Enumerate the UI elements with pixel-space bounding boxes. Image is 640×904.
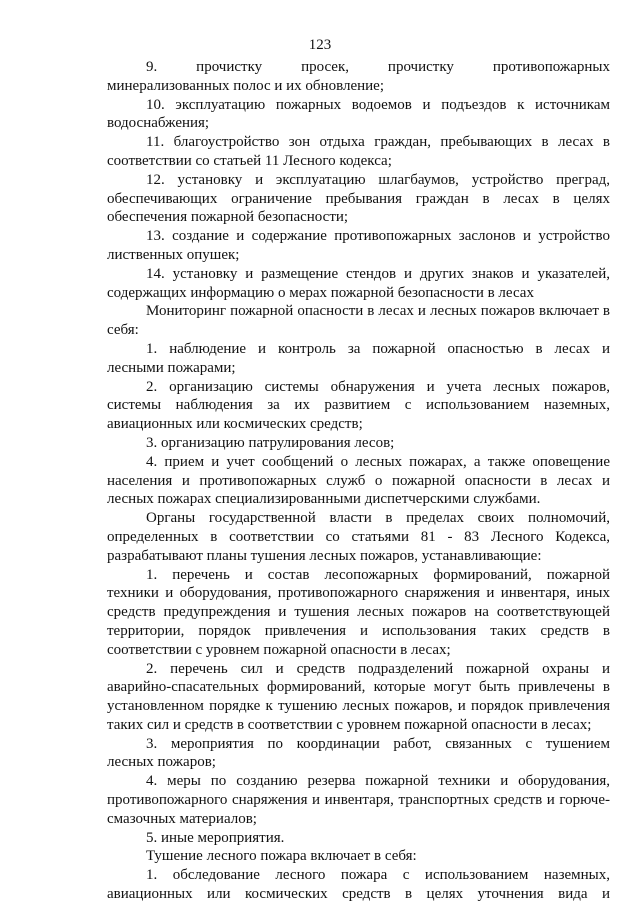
text-line: 10. эксплуатацию пожарных водоемов и подъездов к источникам (146, 96, 610, 113)
text-line: 2. перечень сил и средств подразделений пожарной охраны и (146, 660, 610, 677)
text-line: 3. мероприятия по координации работ, связанных с тушением (146, 735, 610, 752)
text-line: 4. прием и учет сообщений о лесных пожарах, а также оповещение (146, 453, 610, 470)
text-line: определенных в соответствии со статьями 81 - 83 Лесного Кодекса, (107, 528, 610, 545)
text-line: таких сил и средств в соответствии с уровнем пожарной опасности в лесах; (107, 716, 592, 733)
text-line: установленном порядке к тушению лесных пожаров, и порядок привлечения (107, 698, 610, 715)
text-line: содержащих информацию о мерах пожарной безопасности в лесах (107, 284, 534, 301)
text-line: 11. благоустройство зон отдыха граждан, пребывающих в лесах в (146, 134, 610, 151)
text-line: территории, порядок привлечения и использования таких средств в (107, 622, 610, 639)
text-line: 3. организацию патрулирования лесов; (146, 434, 395, 451)
text-line: системы наблюдения за их развитием с использованием наземных, (107, 397, 610, 414)
text-line: 1. перечень и состав лесопожарных формирований, пожарной (146, 566, 610, 583)
text-line: водоснабжения; (107, 115, 210, 132)
text-line: соответствии с уровнем пожарной опасности в лесах; (107, 641, 451, 658)
text-line: разрабатывают планы тушения лесных пожаров, устанавливающие: (107, 547, 542, 564)
text-line: 5. иные мероприятия. (146, 829, 285, 846)
text-line: лесными пожарами; (107, 359, 236, 376)
text-line: противопожарного снаряжения и инвентаря, транспортных средств и горюче- (107, 792, 610, 809)
text-line: средств предупреждения и тушения лесных пожаров на соответствующей (107, 604, 610, 621)
text-line: лесных пожарах специализированными диспетчерскими службами. (107, 491, 541, 508)
document-body (107, 58, 610, 904)
text-line: 2. организацию системы обнаружения и учета лесных пожаров, (146, 378, 610, 395)
text-line: Мониторинг пожарной опасности в лесах и лесных пожаров включает в (146, 303, 610, 320)
text-line: Тушение лесного пожара включает в себя: (146, 848, 417, 865)
text-line: авиационных или космических средств; (107, 416, 363, 433)
text-line: минерализованных полос и их обновление; (107, 77, 384, 94)
text-line: Органы государственной власти в пределах своих полномочий, (146, 510, 610, 527)
text-line: обеспечения пожарной безопасности; (107, 209, 349, 226)
text-line: авиационных или космических средств в целях уточнения вида и (107, 886, 610, 903)
text-line: соответствии со статьей 11 Лесного кодекса; (107, 152, 392, 169)
text-line: обеспечивающих ограничение пребывания граждан в лесах в целях (107, 190, 610, 207)
text-line: 12. установку и эксплуатацию шлагбаумов, устройство преград, (146, 171, 610, 188)
text-line: населения и противопожарных служб о пожарной опасности в лесах и (107, 472, 610, 489)
text-line: 4. меры по созданию резерва пожарной техники и оборудования, (146, 773, 610, 790)
text-line: 13. создание и содержание противопожарных заслонов и устройство (146, 228, 610, 245)
text-line: 14. установку и размещение стендов и других знаков и указателей, (146, 265, 610, 282)
text-line: 1. наблюдение и контроль за пожарной опасностью в лесах и (146, 340, 610, 357)
text-line: себя: (107, 322, 139, 339)
text-line: смазочных материалов; (107, 810, 257, 827)
text-line: техники и оборудования, противопожарного снаряжения и инвентаря, иных (107, 585, 610, 602)
text-line: 9. прочистку просек, прочистку противопожарных (146, 59, 610, 75)
text-line: лесных пожаров; (107, 754, 216, 771)
text-line: аварийно-спасательных формирований, которые могут быть привлечены в (107, 679, 610, 696)
text-line: лиственных опушек; (107, 246, 240, 263)
text-line: 1. обследование лесного пожара с использованием наземных, (146, 867, 610, 884)
page-number: 123 (308, 37, 332, 53)
